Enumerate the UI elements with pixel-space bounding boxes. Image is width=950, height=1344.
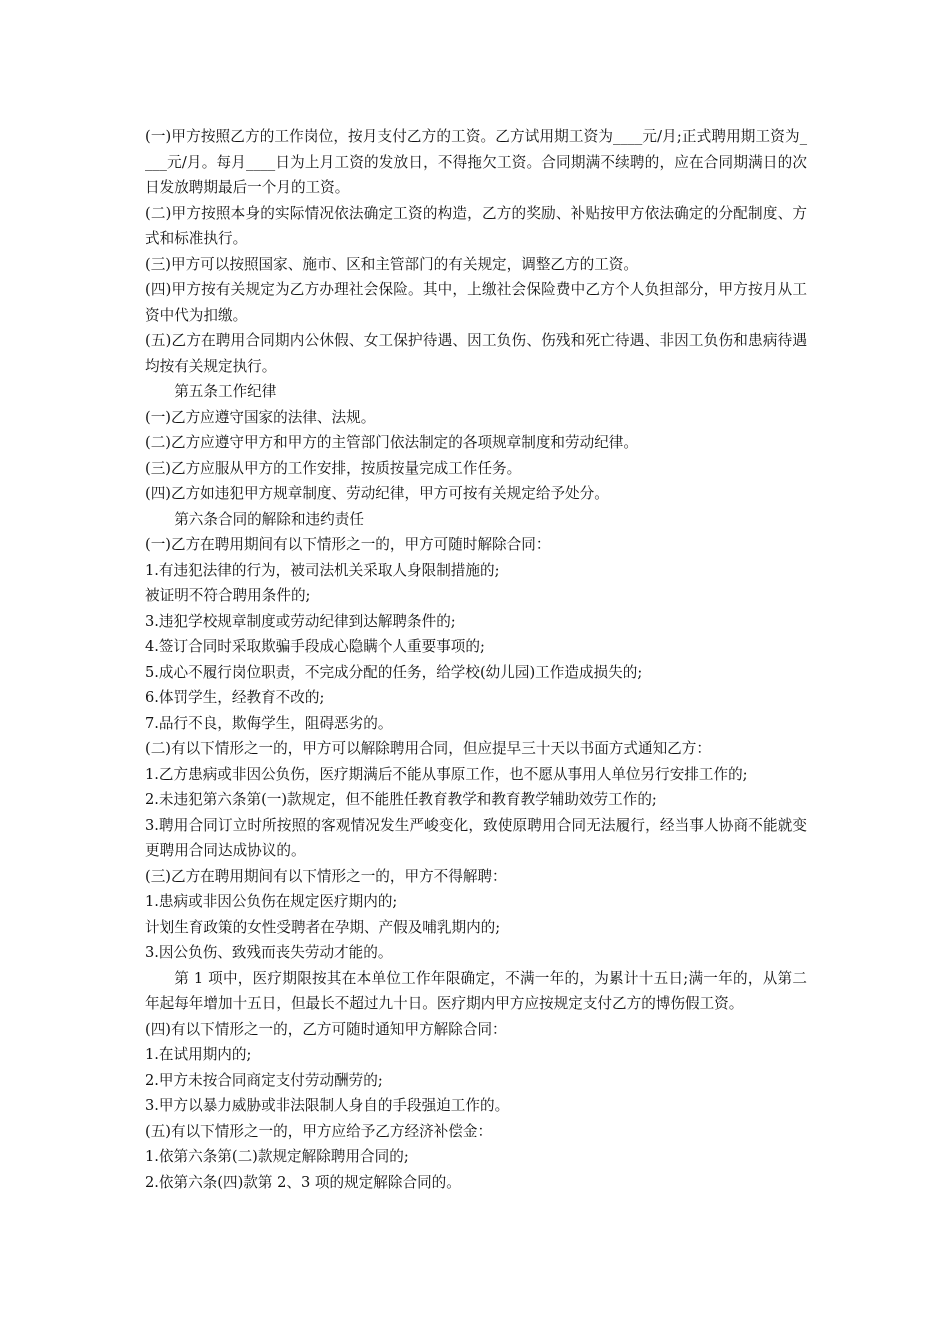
paragraph: 1.患病或非因公负伤在规定医疗期内的; — [145, 893, 398, 910]
paragraph: 5.成心不履行岗位职责，不完成分配的任务，给学校(幼儿园)工作造成损失的; — [145, 663, 643, 681]
paragraph: (一)乙方应遵守国家的法律、法规。 — [145, 408, 376, 426]
paragraph: 3.甲方以暴力威胁或非法限制人身自的手段强迫工作的。 — [145, 1097, 510, 1114]
paragraph: 1.依第六条第(二)款规定解除聘用合同的; — [145, 1148, 409, 1165]
paragraph: (三)乙方应服从甲方的工作安排，按质按量完成工作任务。 — [145, 459, 522, 477]
paragraph: (一)甲方按照乙方的工作岗位，按月支付乙方的工资。乙方试用期工资为____元/月;正式聘用期工资为____元/月。每月____日为上月工资的发放日，不得拖欠工资。合同期满不续聘的，应在合同期满日的次日发放聘期最后一个月的工资。 — [145, 128, 807, 196]
paragraph: (二)乙方应遵守甲方和甲方的主管部门依法制定的各项规章制度和劳动纪律。 — [145, 434, 638, 451]
paragraph: (四)乙方如违犯甲方规章制度、劳动纪律，甲方可按有关规定给予处分。 — [145, 485, 609, 502]
paragraph: (三)乙方在聘用期间有以下情形之一的，甲方不得解聘： — [145, 867, 507, 885]
paragraph: 2.甲方未按合同商定支付劳动酬劳的; — [145, 1071, 383, 1089]
paragraph: (四)甲方按有关规定为乙方办理社会保险。其中，上缴社会保险费中乙方个人负担部分，甲方按月从工资中代为扣缴。 — [145, 281, 807, 324]
paragraph: (二)甲方按照本身的实际情况依法确定工资的构造，乙方的奖励、补贴按甲方依法确定的分配制度、方式和标准执行。 — [145, 204, 807, 247]
paragraph: 3.因公负伤、致残而丧失劳动才能的。 — [145, 944, 393, 961]
paragraph: 3.违犯学校规章制度或劳动纪律到达解聘条件的; — [145, 612, 456, 630]
paragraph: 计划生育政策的女性受聘者在孕期、产假及哺乳期内的; — [145, 918, 501, 936]
section-heading: 第五条工作纪律 — [174, 383, 277, 400]
paragraph: (三)甲方可以按照国家、施市、区和主管部门的有关规定，调整乙方的工资。 — [145, 255, 638, 273]
paragraph: (二)有以下情形之一的，甲方可以解除聘用合同，但应提早三十天以书面方式通知乙方： — [145, 740, 711, 757]
paragraph: 1.有违犯法律的行为，被司法机关采取人身限制措施的; — [145, 561, 500, 579]
paragraph: 6.体罚学生，经教育不改的; — [145, 689, 325, 706]
paragraph: (五)乙方在聘用合同期内公休假、女工保护待遇、因工负伤、伤残和死亡待遇、非因工负伤和患病待遇均按有关规定执行。 — [145, 332, 807, 375]
paragraph: 7.品行不良，欺侮学生，阻碍恶劣的。 — [145, 714, 393, 732]
paragraph: 2.未违犯第六条第(一)款规定，但不能胜任教育教学和教育教学辅助效劳工作的; — [145, 791, 657, 808]
paragraph: 被证明不符合聘用条件的; — [145, 587, 311, 604]
paragraph: 1.乙方患病或非因公负伤，医疗期满后不能从事原工作，也不愿从事用人单位另行安排工作的; — [145, 765, 748, 783]
section-heading: 第六条合同的解除和违约责任 — [174, 510, 364, 528]
section-heading: 第 1 项中，医疗期限按其在本单位工作年限确定，不满一年的，为累计十五日;满一年的，从第二年起每年增加十五日，但最长不超过九十日。医疗期内甲方应按规定支付乙方的博伤假工资。 — [145, 969, 807, 1012]
paragraph: 4.签订合同时采取欺骗手段成心隐瞒个人重要事项的; — [145, 638, 485, 655]
paragraph: 1.在试用期内的; — [145, 1046, 252, 1063]
document-body — [145, 124, 807, 1195]
paragraph: (五)有以下情形之一的，甲方应给予乙方经济补偿金： — [145, 1122, 493, 1140]
paragraph: 2.依第六条(四)款第 2、3 项的规定解除合同的。 — [145, 1173, 461, 1191]
paragraph: (一)乙方在聘用期间有以下情形之一的，甲方可随时解除合同： — [145, 536, 551, 553]
paragraph: 3.聘用合同订立时所按照的客观情况发生严峻变化，致使原聘用合同无法履行，经当事人协商不能就变更聘用合同达成协议的。 — [145, 816, 807, 859]
paragraph: (四)有以下情形之一的，乙方可随时通知甲方解除合同： — [145, 1020, 507, 1038]
